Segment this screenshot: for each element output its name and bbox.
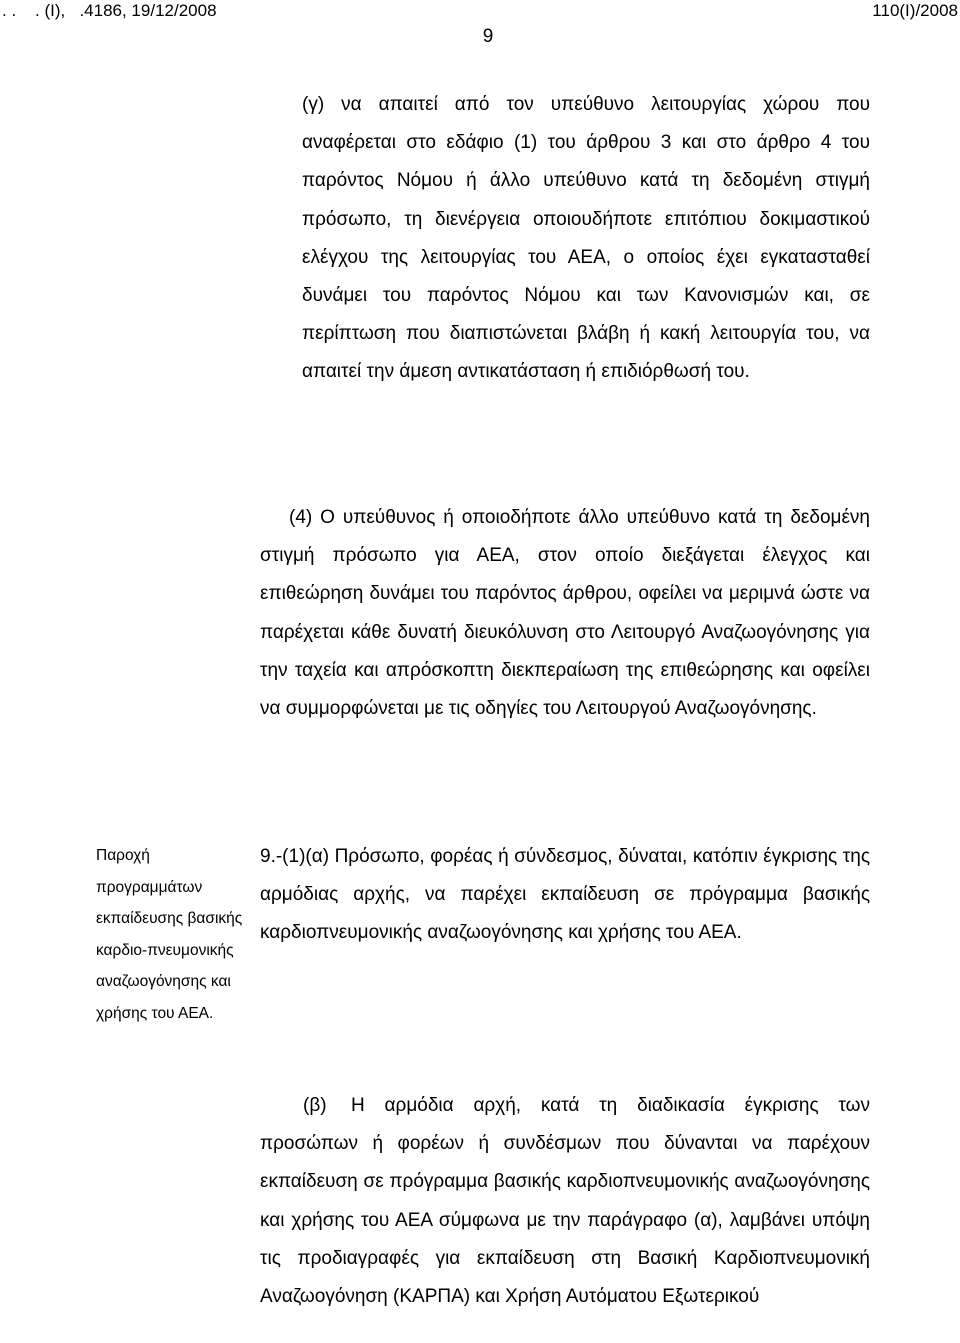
header-law-number: 110(I)/2008	[872, 1, 958, 20]
section-9-paragraph-a: 9.-(1)(α) Πρόσωπο, φορέας ή σύνδεσμος, δύναται, κατόπιν έγκρισης της αρμόδιας αρχής, να παρέχει εκπαίδευση σε πρόγραμμα βασικής καρδιοπνευμονικής αναζωογόνησης και χρήσης του ΑΕΑ.	[260, 846, 870, 944]
paragraph-b-label: (β)	[303, 1095, 327, 1116]
paragraph-b-text: Η αρμόδια αρχή, κατά τη διαδικασία έγκρισης των προσώπων ή φορέων ή συνδέσμων που δύνανται να παρέχουν εκπαίδευση σε πρόγραμμα βασικής καρδιοπνευμονικής αναζωογόνησης και χρήσης του ΑΕΑ σύμφωνα με την παράγραφο (α), λαμβάνει υπόψη τις προδιαγραφές για εκπαίδευση στη Βασική Καρδιοπνευμονική Αναζωογόνηση (ΚΑΡΠΑ) και Χρήση Αυτόματου Εξωτερικού	[260, 1095, 870, 1308]
header-left-reference: . . . (I), .4186, 19/12/2008	[2, 1, 217, 20]
paragraph-4: (4) Ο υπεύθυνος ή οποιοδήποτε άλλο υπεύθυνο κατά τη δεδομένη στιγμή πρόσωπο για ΑΕΑ, στον οποίο διεξάγεται έλεγχος και επιθεώρηση δυνάμει του παρόντος άρθρου, οφείλει να μεριμνά ώστε να παρέχεται κάθε δυνατή διευκόλυνση στο Λειτουργό Αναζωογόνησης για την ταχεία και απρόσκοπτη διεκπεραίωση της επιθεώρησης και οφείλει να συμμορφώνεται με τις οδηγίες του Λειτουργού Αναζωογόνησης.	[260, 507, 870, 720]
paragraph-g: (γ) να απαιτεί από τον υπεύθυνο λειτουργίας χώρου που αναφέρεται στο εδάφιο (1) του άρθρου 3 και στο άρθρο 4 του παρόντος Νόμου ή άλλο υπεύθυνο κατά τη δεδομένη στιγμή πρόσωπο, τη διενέργεια οποιουδήποτε επιτόπιου δοκιμαστικού ελέγχου της λειτουργίας του ΑΕΑ, ο οποίος έχει εγκατασταθεί δυνάμει του παρόντος Νόμου και των Κανονισμών και, σε περίπτωση που διαπιστώνεται βλάβη ή κακή λειτουργία του, να απαιτεί την άμεση αντικατάσταση ή επιδιόρθωσή του.	[302, 94, 870, 383]
margin-note: Παροχή προγραμμάτων εκπαίδευσης βασικής καρδιο-πνευμονικής αναζωογόνησης και χρήσης του ΑΕΑ.	[96, 847, 243, 1022]
section-9-paragraph-b	[260, 1087, 870, 1316]
page-number: 9	[482, 26, 494, 47]
